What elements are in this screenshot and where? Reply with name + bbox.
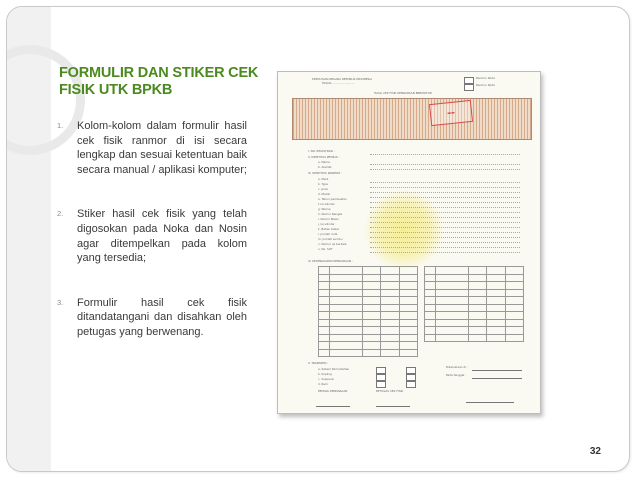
- item-text: Formulir hasil cek fisik ditandatangani dan disahkan oleh petugas yang berwenang.: [77, 296, 247, 338]
- item-text: Stiker hasil cek fisik yang telah digosokan pada Noka dan Nosin agar ditempelkan pada kolom yang tersedia;: [77, 208, 247, 265]
- item-text: Kolom-kolom dalam formulir hasil cek fisik ranmor di isi secara lengkap dan sesuai ketentuan baik secara manual / aplikasi komputer;: [77, 120, 247, 176]
- form-table-right: [424, 266, 524, 342]
- item-number: 2.: [57, 209, 64, 219]
- slide: [6, 6, 630, 472]
- item-number: 1.: [57, 121, 64, 130]
- item-number: 3.: [57, 297, 64, 307]
- list-item: [57, 119, 247, 177]
- list-item: [57, 207, 247, 265]
- form-table-left: [318, 266, 418, 357]
- stiker-band: [292, 98, 532, 140]
- point-list: [57, 119, 247, 340]
- page-number: 32: [589, 446, 601, 457]
- scanned-form-image: KEPOLISIAN NEGARA REPUBLIK INDONESIA POLDA ......................... Ranmor Roda Ranmor Roda HASIL CEK FISIK KENDARAAN BERMOTOR ▬▬ I. NO. REGISTRASI : II. IDENTITAS PEMILIK : a. Nama b. Alamat III. IDENTITAS RANMOR : a. Merk b. Type c. Jenis d. Model e. Tahun pembuatan f. Isi silinder g. Warna h. Nomor Rangka i. Nomor Mesin j. Isi silinder k. Bahan bakar l. Jumlah roda m. Jumlah sumbu n. Nomor uji berkala o. No. SUT IV. KELENGKAPAN KENDARAAN : V. TRANSMISI : a. Sistem Pemindahan b. Kopling c. Suspensi d. Rem Dikeluarkan di : Pada tanggal : PEMILIK KENDARAAN PETUGAS CEK FISIK: [277, 71, 541, 414]
- slide-title: FORMULIR DAN STIKER CEK FISIK UTK BPKB: [59, 65, 259, 98]
- stamp-mark: ▬▬: [429, 100, 473, 126]
- list-item: [57, 296, 247, 340]
